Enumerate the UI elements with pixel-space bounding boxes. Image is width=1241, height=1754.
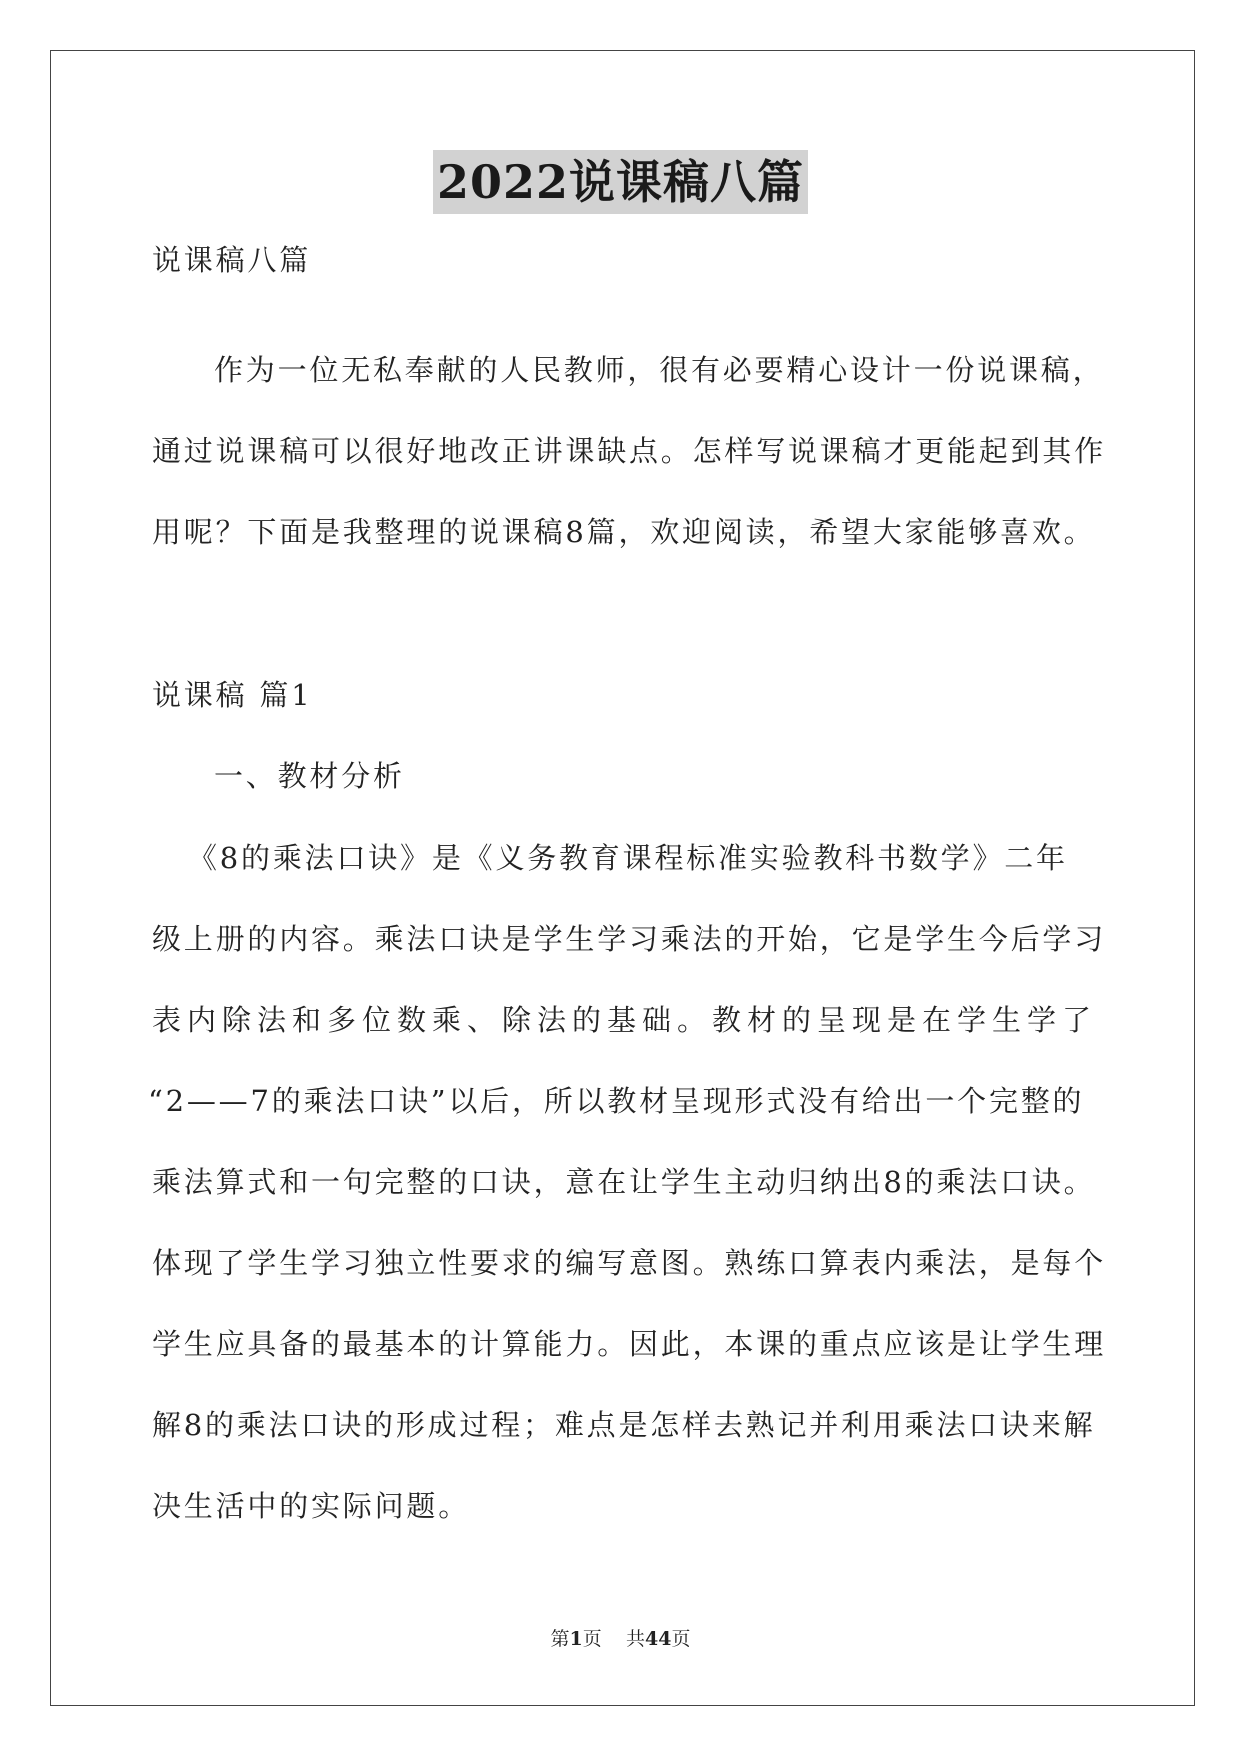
- title-container: [0, 150, 1241, 214]
- footer-total-prefix: 共: [625, 1628, 645, 1650]
- total-page-count: 44: [644, 1628, 672, 1650]
- body-line: 级上册的内容。乘法口诀是学生学习乘法的开始，它是学生今后学习: [152, 922, 1107, 956]
- body-line: 解8的乘法口诀的形成过程；难点是怎样去熟记并利用乘法口诀来解: [152, 1408, 1096, 1442]
- section-title: 说课稿 篇1: [152, 678, 313, 712]
- intro-line: 通过说课稿可以很好地改正讲课缺点。怎样写说课稿才更能起到其作: [152, 434, 1107, 468]
- document-subtitle: 说课稿八篇: [152, 243, 312, 277]
- intro-line: 作为一位无私奉献的人民教师，很有必要精心设计一份说课稿，: [214, 353, 1105, 387]
- body-line: 学生应具备的最基本的计算能力。因此，本课的重点应该是让学生理: [152, 1327, 1107, 1361]
- body-line: 决生活中的实际问题。: [152, 1489, 471, 1523]
- intro-line: 用呢？下面是我整理的说课稿8篇，欢迎阅读，希望大家能够喜欢。: [152, 515, 1096, 549]
- body-line: 表内除法和多位数乘、除法的基础。教材的呈现是在学生学了: [152, 1003, 1098, 1037]
- body-line: 《8的乘法口诀》是《义务教育课程标准实验教科书数学》二年: [188, 841, 1068, 875]
- section-heading: 一、教材分析: [214, 759, 405, 793]
- document-title: 2022说课稿八篇: [433, 150, 808, 214]
- page-footer: [0, 1624, 1241, 1651]
- current-page-number: 1: [569, 1628, 583, 1650]
- body-line: 体现了学生学习独立性要求的编写意图。熟练口算表内乘法，是每个: [152, 1246, 1107, 1280]
- footer-page-suffix: 页: [582, 1628, 602, 1650]
- footer-total-suffix: 页: [671, 1628, 691, 1650]
- page-border: [50, 50, 1195, 1706]
- body-line: “2——7的乘法口诀”以后，所以教材呈现形式没有给出一个完整的: [148, 1084, 1085, 1118]
- footer-prefix: 第: [550, 1628, 570, 1650]
- body-line: 乘法算式和一句完整的口诀，意在让学生主动归纳出8的乘法口诀。: [152, 1165, 1096, 1199]
